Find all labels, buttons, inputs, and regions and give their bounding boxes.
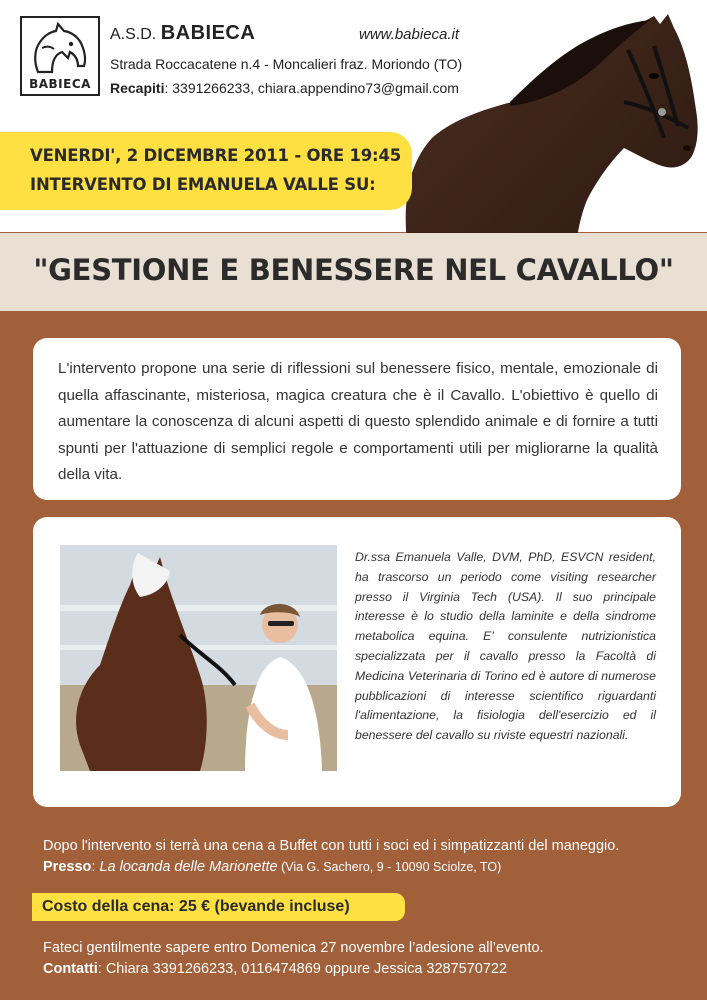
event-title: "GESTIONE E BENESSERE NEL CAVALLO" <box>33 253 674 287</box>
intro-text: L'intervento propone una serie di riflessioni sul benessere fisico, mentale, emozionale di quella affascinante, misteriosa, magica creatura che è il Cavallo. L'obiettivo è quello di aumentare la conoscenza di alcuni aspetti di questo splendido animale e di fornire a tutti spunti per l'attuazione di semplici regole e comportamenti utili per migliorarne la qualità della vita. <box>58 360 658 483</box>
babieca-logo <box>20 16 100 96</box>
address-text: Strada Roccacatene n.4 - Moncalieri fraz. Moriondo (TO) <box>110 56 463 72</box>
rsvp-contacts-label: Contatti <box>43 961 98 977</box>
org-prefix: A.S.D. <box>110 26 157 43</box>
org-name <box>110 22 255 45</box>
rsvp-contacts <box>43 961 507 977</box>
speaker-photo <box>60 545 337 771</box>
event-date: VENERDI', 2 DICEMBRE 2011 - ORE 19:45 <box>30 146 402 165</box>
contacts-label: Recapiti <box>110 80 165 96</box>
rsvp-contacts-value: : Chiara 3391266233, 0116474869 oppure Jessica 3287570722 <box>97 961 508 977</box>
event-speaker: INTERVENTO DI EMANUELA VALLE SU: <box>30 175 376 194</box>
website-link[interactable]: www.babieca.it <box>359 26 460 43</box>
speaker-bio: Dr.ssa Emanuela Valle, DVM, PhD, ESVCN resident, ha trascorso un periodo come visiting researcher presso il Virginia Tech (USA). Il suo principale interesse è lo studio della laminite e della sindrome metabolica equina. E' consulente nutrizionistica specializzata per il cavallo presso la Facoltà di Medicina Veterinaria di Torino ed è autore di numerose pubblicazioni di interesse scientifico riguardanti l'alimentazione, la fisiologia dell'esercizio ed il benessere del cavallo su riviste equestri nazionali. <box>355 550 656 743</box>
date-band <box>0 132 412 210</box>
venue-label: Presso <box>43 859 92 875</box>
logo-text: BABIECA <box>29 77 91 91</box>
contacts-value: : 3391266233, chiara.appendino73@gmail.com <box>164 80 459 96</box>
dinner-info: Dopo l'intervento si terrà una cena a Buffet con tutti i soci ed i simpatizzanti del maneggio. <box>43 838 620 854</box>
venue-address: (Via G. Sachero, 9 - 10090 Sciolze, TO) <box>277 860 502 874</box>
speaker-photo-image <box>60 545 337 771</box>
org-name-bold: BABIECA <box>160 22 256 44</box>
venue-info <box>43 859 683 875</box>
horse-logo-icon <box>28 22 94 80</box>
dinner-cost: Costo della cena: 25 € (bevande incluse) <box>42 898 350 915</box>
rsvp-text: Fateci gentilmente sapere entro Domenica 27 novembre l’adesione all’evento. <box>43 940 544 956</box>
venue-separator: : <box>91 859 100 875</box>
venue-name: La locanda delle Marionette <box>99 859 278 875</box>
